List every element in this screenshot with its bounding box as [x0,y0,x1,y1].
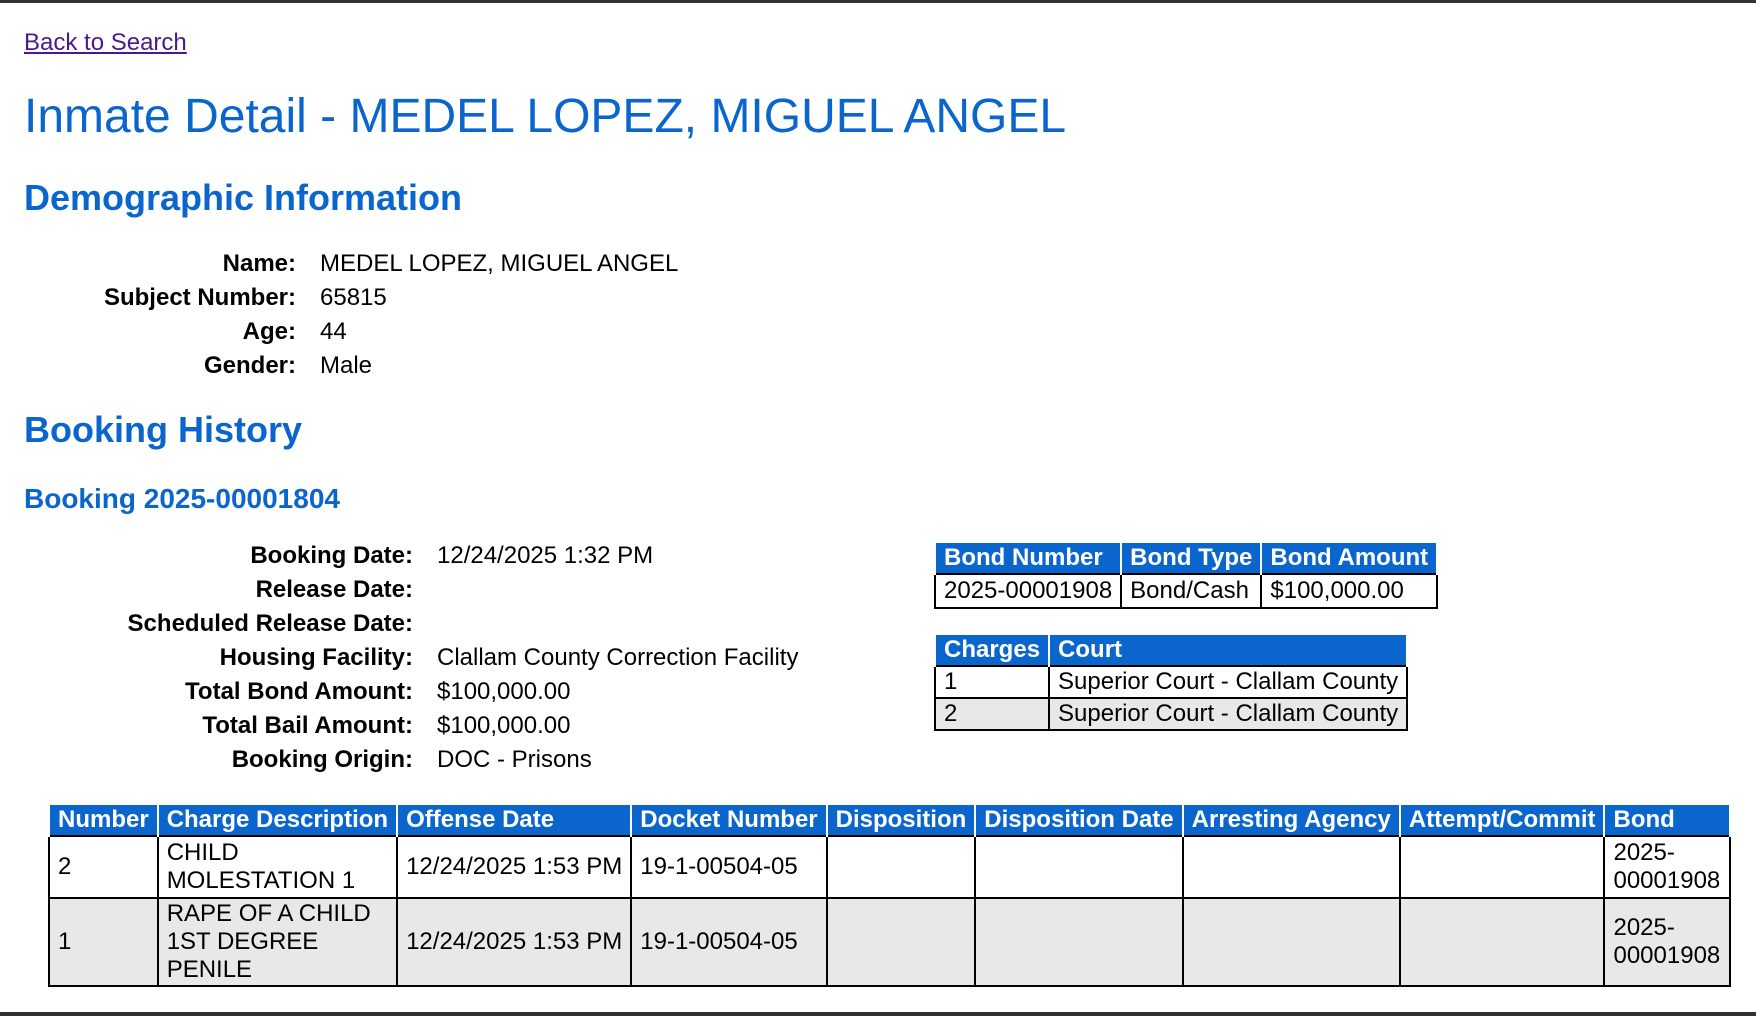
column-header: Attempt/Commit [1400,805,1605,836]
demographic-heading: Demographic Information [24,177,463,218]
field-label: Subject Number: [103,284,296,311]
booking-row-total-bail-amount [24,709,798,743]
column-header: Bond Type [1121,543,1261,574]
table-cell: 2025-00001908 [935,574,1121,608]
charges-court-table [934,635,1408,731]
table-cell: 12/24/2025 1:53 PM [397,898,631,986]
column-header: Charge Description [158,805,397,836]
field-label: Scheduled Release Date: [127,610,413,637]
table-row [935,574,1437,608]
table-row [49,836,1730,898]
table-cell: $100,000.00 [1261,574,1437,608]
table-cell [975,836,1182,898]
page-title: Inmate Detail - MEDEL LOPEZ, MIGUEL ANGEL [24,90,1067,143]
page-bottom-border [0,1012,1756,1016]
column-header: Arresting Agency [1183,805,1400,836]
table-cell [1400,898,1605,986]
table-cell [1400,836,1605,898]
table-row [935,698,1407,730]
table-cell: RAPE OF A CHILD 1ST DEGREE PENILE [158,898,397,986]
column-header: Disposition [827,805,976,836]
table-cell: 2025-00001908 [1604,836,1730,898]
booking-info [24,539,798,777]
table-cell: 12/24/2025 1:53 PM [397,836,631,898]
field-value: $100,000.00 [437,712,571,739]
booking-title: Booking 2025-00001804 [24,483,340,514]
table-cell [1183,898,1400,986]
table-cell: 2 [49,836,158,898]
booking-history-heading: Booking History [24,409,303,450]
booking-row-release-date [24,573,798,607]
column-header: Bond [1604,805,1730,836]
field-value: Clallam County Correction Facility [437,644,799,671]
column-header: Docket Number [631,805,826,836]
table-cell: 1 [935,666,1049,698]
field-value: $100,000.00 [437,678,571,705]
field-value: 65815 [320,284,387,311]
field-label: Booking Origin: [231,746,413,773]
field-label: Housing Facility: [219,644,413,671]
booking-row-booking-date [24,539,798,573]
booking-row-booking-origin [24,743,798,777]
field-label: Total Bond Amount: [185,678,413,705]
demographic-row-age [24,315,678,349]
demographic-row-gender [24,349,678,383]
column-header: Charges [935,635,1049,666]
field-value: 12/24/2025 1:32 PM [437,542,654,569]
field-label: Booking Date: [250,542,413,569]
booking-row-scheduled-release-date [24,607,798,641]
table-cell: Superior Court - Clallam County [1049,666,1407,698]
table-row [49,898,1730,986]
table-cell: Bond/Cash [1121,574,1261,608]
booking-row-total-bond-amount [24,675,798,709]
table-row [935,666,1407,698]
table-cell: CHILD MOLESTATION 1 [158,836,397,898]
back-to-search-link[interactable]: Back to Search [24,29,187,56]
table-cell: 2025-00001908 [1604,898,1730,986]
column-header: Number [49,805,158,836]
column-header: Disposition Date [975,805,1182,836]
table-cell: 2 [935,698,1049,730]
demographic-row-name [24,247,678,281]
table-cell [1183,836,1400,898]
demographic-row-subject-number [24,281,678,315]
table-header-row [935,543,1437,574]
field-label: Gender: [203,352,296,379]
column-header: Bond Amount [1261,543,1437,574]
table-cell: 19-1-00504-05 [631,898,826,986]
field-label: Release Date: [255,576,413,603]
field-label: Total Bail Amount: [202,712,413,739]
bond-table [934,543,1438,609]
table-cell [827,898,976,986]
table-cell: Superior Court - Clallam County [1049,698,1407,730]
table-cell [827,836,976,898]
booking-row-housing-facility [24,641,798,675]
table-cell [975,898,1182,986]
field-value: 44 [320,318,347,345]
column-header: Bond Number [935,543,1121,574]
field-label: Age: [242,318,296,345]
charges-table [48,805,1731,987]
column-header: Court [1049,635,1407,666]
field-value: DOC - Prisons [437,746,592,773]
table-cell: 19-1-00504-05 [631,836,826,898]
column-header: Offense Date [397,805,631,836]
field-value: MEDEL LOPEZ, MIGUEL ANGEL [320,250,679,277]
field-label: Name: [222,250,296,277]
table-header-row [49,805,1730,836]
table-header-row [935,635,1407,666]
demographic-info [24,247,678,383]
field-value: Male [320,352,373,379]
table-cell: 1 [49,898,158,986]
